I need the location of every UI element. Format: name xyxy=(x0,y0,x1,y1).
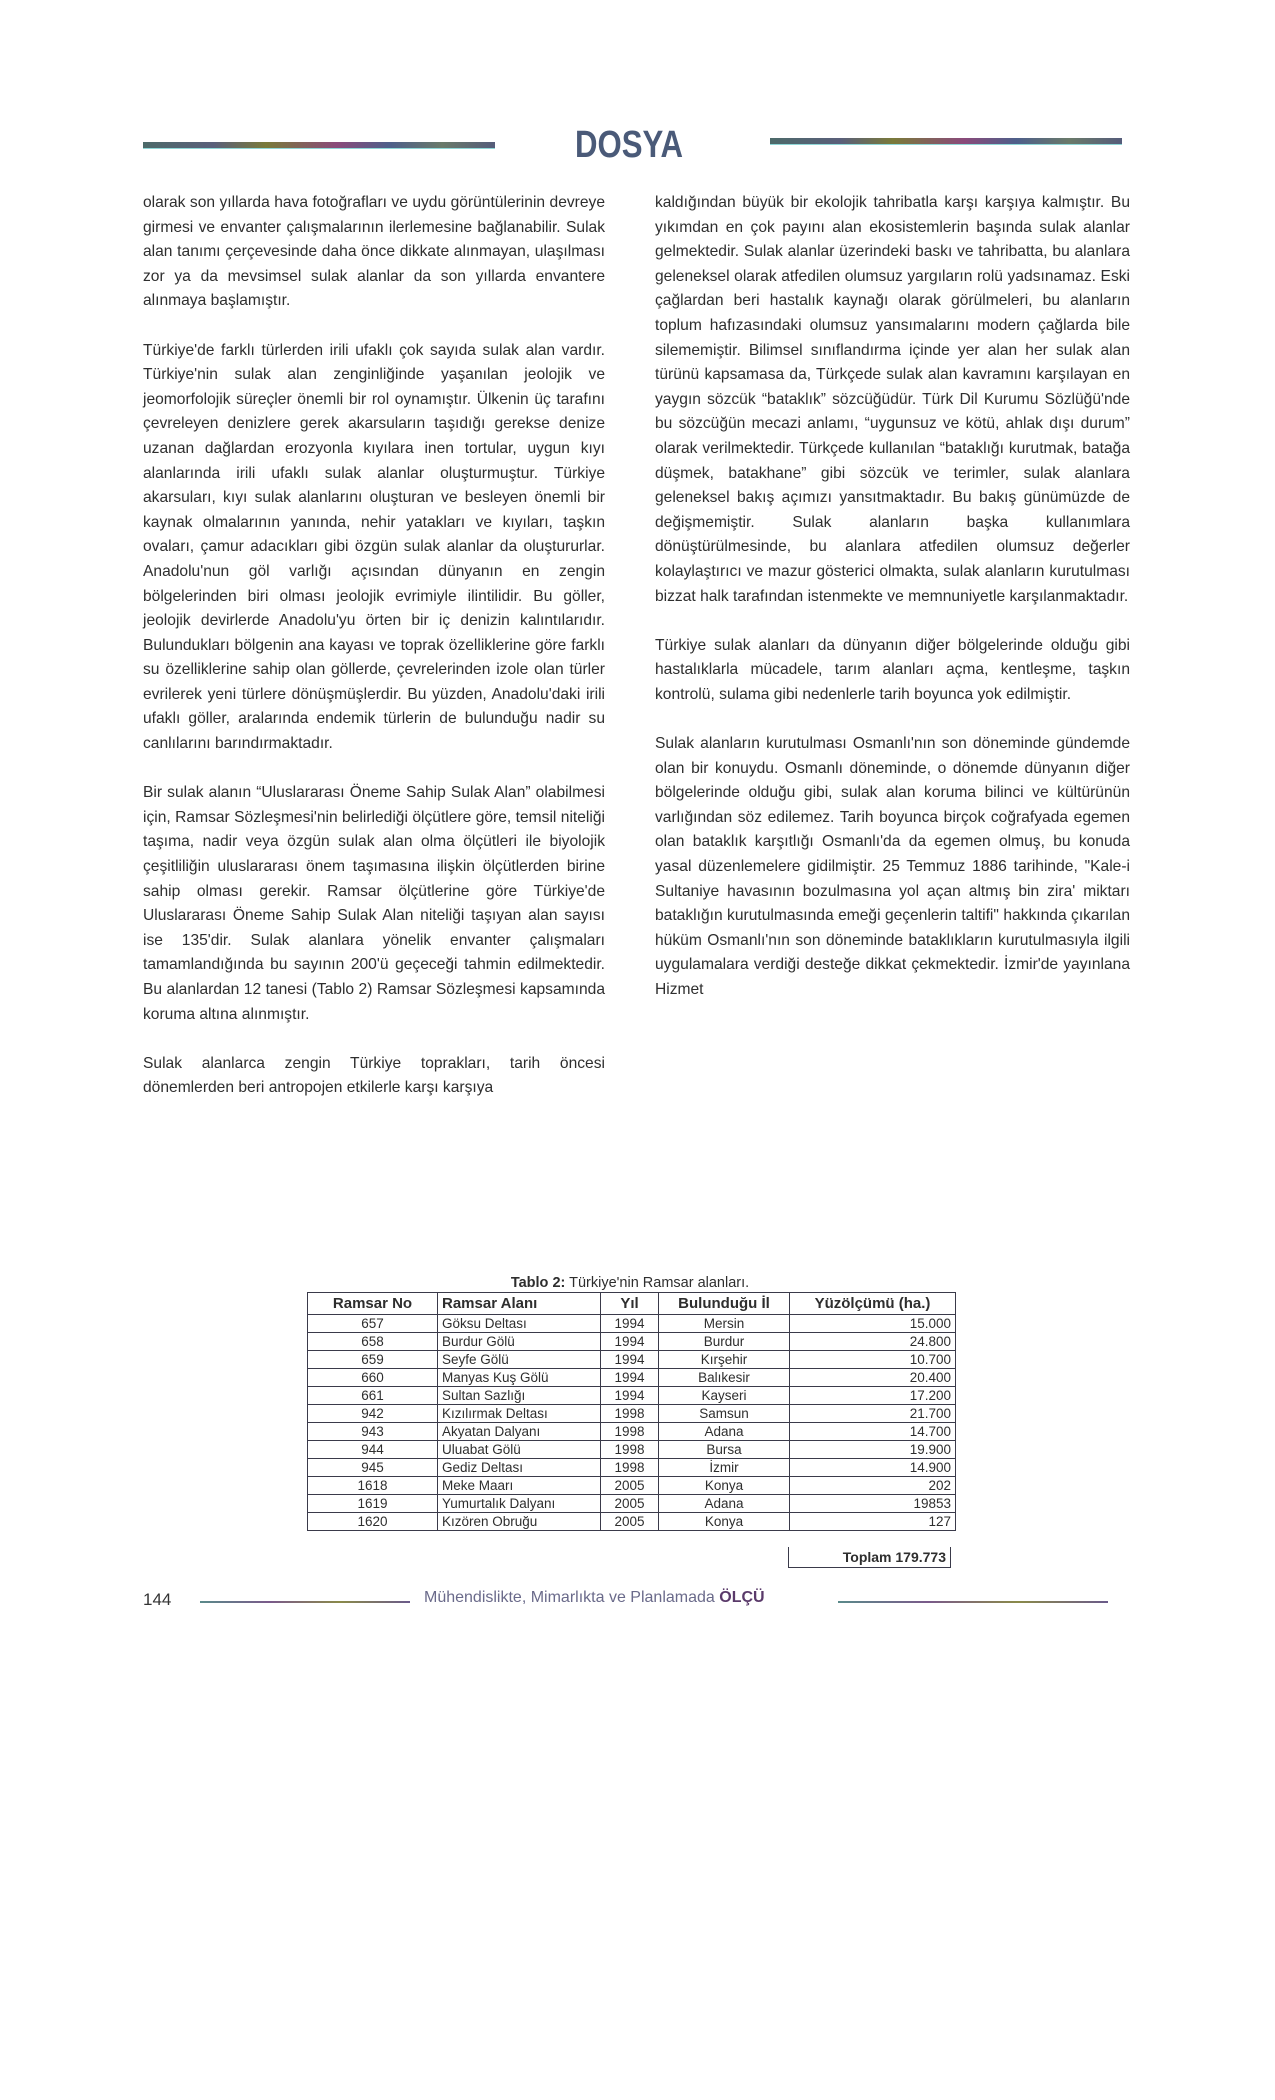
table-cell: 658 xyxy=(308,1333,438,1351)
header-rule-right xyxy=(770,138,1122,144)
column-header: Yıl xyxy=(601,1293,659,1315)
table-total: Toplam 179.773 xyxy=(788,1547,951,1568)
ramsar-table xyxy=(307,1292,956,1531)
column-header: Yüzölçümü (ha.) xyxy=(790,1293,956,1315)
table-cell: 14.700 xyxy=(790,1423,956,1441)
table-cell: 2005 xyxy=(601,1477,659,1495)
paragraph: Bir sulak alanın “Uluslararası Öneme Sahip Sulak Alan” olabilmesi için, Ramsar Sözleşmesi'nin belirlediği ölçütlere göre, temsil niteliği taşıma, nadir veya özgün sulak alan olma ölçütleri ile biyolojik çeşitliliğin uluslararası önem taşımasına ilişkin ölçütlerden birine sahip olması gerekir. Ramsar ölçütlerine göre Türkiye'de Uluslararası Öneme Sahip Sulak Alan niteliği taşıyan alan sayısı ise 135'dir. Sulak alanlara yönelik envanter çalışmaları tamamlandığında bu sayının 200'ü geçeceği tahmin edilmektedir. Bu alanlardan 12 tanesi (Tablo 2) Ramsar Sözleşmesi kapsamında koruma altına alınmıştır. xyxy=(143,784,605,1023)
table-row xyxy=(308,1423,956,1441)
table-row xyxy=(308,1369,956,1387)
table-cell: 17.200 xyxy=(790,1387,956,1405)
table-cell: 944 xyxy=(308,1441,438,1459)
right-column xyxy=(655,191,1130,1027)
table-cell: Uluabat Gölü xyxy=(438,1441,601,1459)
table-cell: 1620 xyxy=(308,1513,438,1531)
table-row xyxy=(308,1477,956,1495)
table-row xyxy=(308,1495,956,1513)
table-cell: Adana xyxy=(659,1423,790,1441)
table-cell: Konya xyxy=(659,1513,790,1531)
table-row xyxy=(308,1351,956,1369)
journal-brand: ÖLÇÜ xyxy=(719,1589,765,1606)
table-row xyxy=(308,1441,956,1459)
table-cell: 15.000 xyxy=(790,1315,956,1333)
table-cell: 2005 xyxy=(601,1495,659,1513)
table-cell: Gediz Deltası xyxy=(438,1459,601,1477)
column-header: Ramsar No xyxy=(308,1293,438,1315)
journal-title: Mühendislikte, Mimarlıkta ve Planlamada xyxy=(424,1589,715,1606)
table-cell: Sultan Sazlığı xyxy=(438,1387,601,1405)
table-cell: Burdur Gölü xyxy=(438,1333,601,1351)
table-cell: 1994 xyxy=(601,1315,659,1333)
table-cell: Göksu Deltası xyxy=(438,1315,601,1333)
table-cell: Meke Maarı xyxy=(438,1477,601,1495)
table-cell: 1998 xyxy=(601,1405,659,1423)
table-cell: Samsun xyxy=(659,1405,790,1423)
table-row xyxy=(308,1405,956,1423)
table-cell: 660 xyxy=(308,1369,438,1387)
table-cell: 14.900 xyxy=(790,1459,956,1477)
header-rule-left xyxy=(143,142,495,148)
table-cell: 1618 xyxy=(308,1477,438,1495)
paragraph: Sulak alanlarca zengin Türkiye toprakları, tarih öncesi dönemlerden beri antropojen etkilerle karşı karşıya xyxy=(143,1054,605,1097)
table-cell: Burdur xyxy=(659,1333,790,1351)
table-cell: 19853 xyxy=(790,1495,956,1513)
footer-rule-right xyxy=(838,1601,1108,1603)
table-cell: İzmir xyxy=(659,1459,790,1477)
paragraph: kaldığından büyük bir ekolojik tahribatla karşı karşıya kalmıştır. Bu yıkımdan en çok payını alan ekosistemlerin başında sulak alanlar gelmektedir. Sulak alanlar üzerindeki baskı ve tahribatta, bu alanlara geleneksel olarak atfedilen olumsuz yargıların rolü yadsınamaz. Eski çağlardan beri hastalık kaynağı olarak görülmeleri, bu alanların toplum hafızasındaki olumsuz yansımalarını modern çağlarda bile silememiştir. Bilimsel sınıflandırma içinde yer alan her sulak alan türünü kapsamasa da, Türkçede sulak alan kavramını karşılayan en yaygın sözcük “bataklık” sözcüğüdür. Türk Dil Kurumu Sözlüğü'nde bu sözcüğün mecazi anlamı, “uygunsuz ve kötü, ahlak dışı durum” olarak verilmektedir. Türkçede kullanılan “bataklığı kurutmak, batağa düşmek, batakhane” gibi sözcük ve terimler, sulak alanlara geleneksel bakış açımızı yansıtmaktadır. Bu bakış günümüzde de değişmemiştir. Sulak alanların başka kullanımlara dönüştürülmesinde, bu alanlara atfedilen olumsuz değerler kolaylaştırıcı ve mazur gösterici olmakta, sulak alanların kurutulması bizzat halk tarafından istenmekte ve memnuniyetle karşılanmaktadır. xyxy=(655,194,1130,605)
table-row xyxy=(308,1315,956,1333)
table-cell: 942 xyxy=(308,1405,438,1423)
section-title: DOSYA xyxy=(575,124,683,166)
table-cell: 10.700 xyxy=(790,1351,956,1369)
table-cell: 659 xyxy=(308,1351,438,1369)
table-row xyxy=(308,1459,956,1477)
table-cell: Bursa xyxy=(659,1441,790,1459)
table-cell: Mersin xyxy=(659,1315,790,1333)
table-cell: Kızören Obruğu xyxy=(438,1513,601,1531)
footer-rule-left xyxy=(200,1601,410,1603)
table-cell: 1994 xyxy=(601,1333,659,1351)
table-cell: 1994 xyxy=(601,1369,659,1387)
paragraph: Türkiye sulak alanları da dünyanın diğer bölgelerinde olduğu gibi hastalıklarla mücadele, tarım alanları açma, kentleşme, taşkın kontrolü, sulama gibi nedenlerle tarih boyunca yok edilmiştir. xyxy=(655,636,1130,703)
table-caption-text: Türkiye'nin Ramsar alanları. xyxy=(565,1275,750,1291)
table-cell: 20.400 xyxy=(790,1369,956,1387)
paragraph: Türkiye'de farklı türlerden irili ufaklı çok sayıda sulak alan vardır. Türkiye'nin sulak alan zenginliğinde yaşanılan jeolojik ve jeomorfolojik süreçler önemli bir rol oynamıştır. Ülkenin üç tarafını çevreleyen denizlere gerek akarsuların taşıdığı gerekse denize uzanan dağlardan erozyonla kıyılara inen tortular, uygun kıyı alanlarında irili ufaklı sulak alanlar oluşturmuştur. Türkiye akarsuları, kıyı sulak alanlarını oluşturan ve besleyen önemli bir kaynak olmalarının yanında, nehir yatakları ve kıyıları, taşkın ovaları, çamur adacıkları gibi özgün sulak alanlar da oluştururlar. Anadolu'nun göl varlığı açısından dünyanın en zengin bölgelerinden biri olması jeolojik evrimiyle ilintilidir. Bu göller, jeolojik devirlerde Anadolu'yu örten bir iç denizin kalıntılarıdır. Bulundukları bölgenin ana kayası ve toprak özelliklerine göre farklı su özelliklerine sahip olan göllerde, çevrelerinden izole olan türler evrilerek yeni türlere dönüşmüşlerdir. Bu yüzden, Anadolu'daki irili ufaklı göller, aralarında endemik türlerin de bulunduğu nadir su canlılarını barındırmaktadır. xyxy=(143,341,605,753)
table-row xyxy=(308,1387,956,1405)
table-cell: 2005 xyxy=(601,1513,659,1531)
table-cell: 19.900 xyxy=(790,1441,956,1459)
table-cell: 21.700 xyxy=(790,1405,956,1423)
left-column xyxy=(143,191,605,1126)
table-row xyxy=(308,1333,956,1351)
column-header: Ramsar Alanı xyxy=(438,1293,601,1315)
column-header: Bulunduğu İl xyxy=(659,1293,790,1315)
journal-name xyxy=(424,1589,765,1607)
table-cell: Manyas Kuş Gölü xyxy=(438,1369,601,1387)
table-cell: 1994 xyxy=(601,1387,659,1405)
table-cell: Kayseri xyxy=(659,1387,790,1405)
paragraph: Sulak alanların kurutulması Osmanlı'nın son döneminde gündemde olan bir konuydu. Osmanlı döneminde, o dönemde dünyanın diğer bölgelerinde olduğu gibi, sulak alan koruma bilinci ve kültürünün varlığından söz edilemez. Tarih boyunca birçok coğrafyada egemen olan bataklık karşıtlığı Osmanlı'da da egemen olmuş, bu konuda yasal düzenlemelere gidilmiştir. 25 Temmuz 1886 tarihinde, "Kale-i Sultaniye havasının bozulmasına yol açan altmış bin zira' miktarı bataklığın kurutulmasında emeği geçenlerin taltifi" hakkında çıkarılan hüküm Osmanlı'nın son döneminde bataklıkların kurutulmasıyla ilgili uygulamalara verdiği desteğe dikkat çekmektedir. İzmir'de yayınlana Hizmet xyxy=(655,735,1130,998)
table-cell: Kırşehir xyxy=(659,1351,790,1369)
table-cell: 657 xyxy=(308,1315,438,1333)
paragraph: olarak son yıllarda hava fotoğrafları ve uydu görüntülerinin devreye girmesi ve envanter çalışmalarının ilerlemesine bağlanabilir. Sulak alan tanımı çerçevesinde daha önce dikkate alınmayan, ulaşılması zor ya da mevsimsel sulak alanlar da son yıllarda envantere alınmaya başlamıştır. xyxy=(143,194,605,310)
table-caption-label: Tablo 2: xyxy=(510,1275,566,1291)
table-cell: Adana xyxy=(659,1495,790,1513)
table-cell: 1998 xyxy=(601,1459,659,1477)
table-cell: Yumurtalık Dalyanı xyxy=(438,1495,601,1513)
table-cell: 945 xyxy=(308,1459,438,1477)
table-cell: Akyatan Dalyanı xyxy=(438,1423,601,1441)
table-header-row xyxy=(308,1293,956,1315)
table-cell: 943 xyxy=(308,1423,438,1441)
table-cell: Konya xyxy=(659,1477,790,1495)
table-cell: Balıkesir xyxy=(659,1369,790,1387)
page-number: 144 xyxy=(143,1590,172,1609)
table-cell: 24.800 xyxy=(790,1333,956,1351)
table-caption xyxy=(307,1275,953,1291)
table-row xyxy=(308,1513,956,1531)
table-cell: Kızılırmak Deltası xyxy=(438,1405,601,1423)
table-cell: 1998 xyxy=(601,1423,659,1441)
table-cell: 1619 xyxy=(308,1495,438,1513)
table-cell: 1994 xyxy=(601,1351,659,1369)
table-cell: 661 xyxy=(308,1387,438,1405)
table-cell: Seyfe Gölü xyxy=(438,1351,601,1369)
table-cell: 127 xyxy=(790,1513,956,1531)
table-cell: 202 xyxy=(790,1477,956,1495)
table-cell: 1998 xyxy=(601,1441,659,1459)
